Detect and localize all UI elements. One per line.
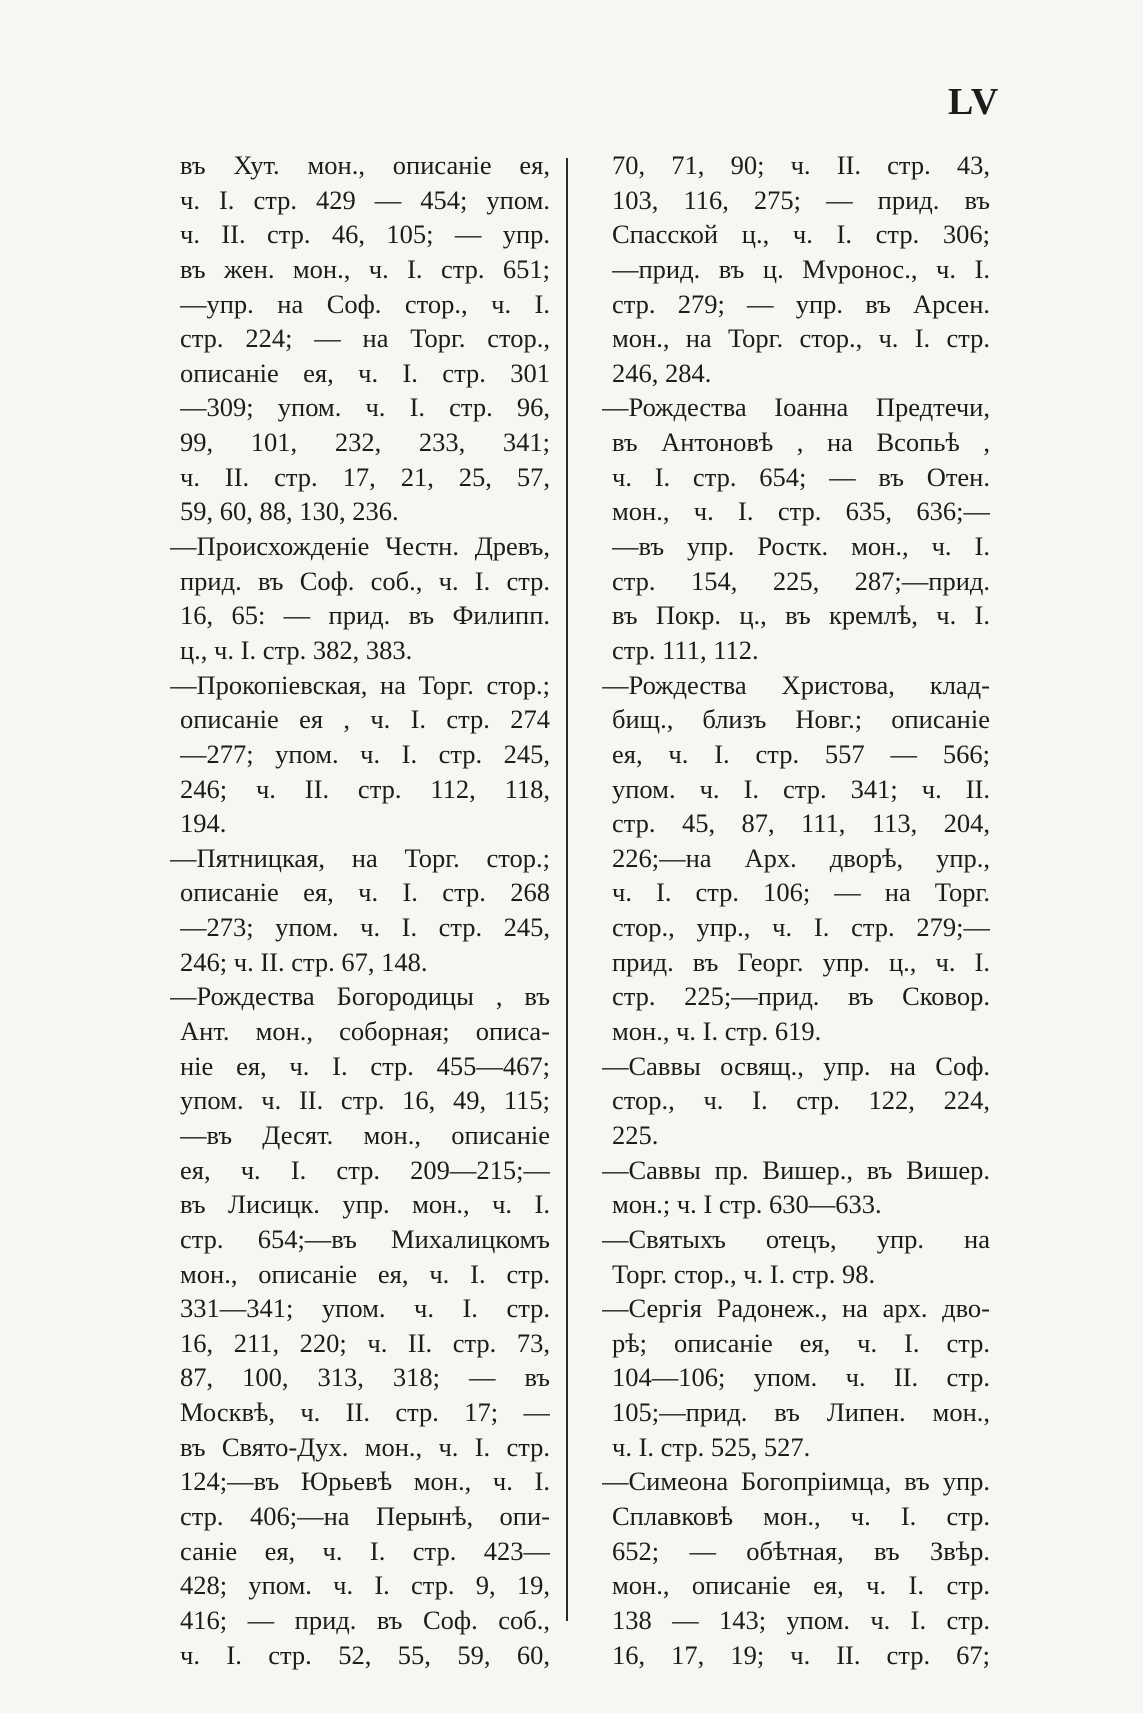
index-line: ч. I. стр. 429 — 454; упом. <box>180 184 550 215</box>
index-line: въ Хут. мон., описаніе ея, <box>180 150 550 180</box>
index-line: —Рождества Богородицы , въ <box>170 981 550 1012</box>
index-line: прид. въ Георг. упр. ц., ч. I. <box>612 946 990 977</box>
index-line: —Симеона Богопріимца, въ упр. <box>602 1466 990 1497</box>
index-line: ц., ч. I. стр. 382, 383. <box>180 634 413 665</box>
index-line: 226;—на Арх. дворѣ, упр., <box>612 842 990 873</box>
index-line: 246, 284. <box>612 357 712 388</box>
index-line: —Рождества Христова, клад- <box>602 669 990 700</box>
index-line: 104—106; упом. ч. II. стр. <box>612 1362 990 1393</box>
index-line: стр. 406;—на Перынѣ, опи- <box>180 1500 550 1531</box>
index-line: Торг. стор., ч. I. стр. 98. <box>612 1258 876 1289</box>
index-line: 652; — обѣтная, въ Звѣр. <box>612 1535 990 1566</box>
index-line: 103, 116, 275; — прид. въ <box>612 184 990 215</box>
index-line: —273; упом. ч. I. стр. 245, <box>180 912 550 943</box>
index-line: рѣ; описаніе ея, ч. I. стр. <box>612 1327 990 1358</box>
index-line: ч. II. стр. 46, 105; — упр. <box>180 219 550 250</box>
index-line: 59, 60, 88, 130, 236. <box>180 496 399 527</box>
index-line: мон., ч. I. стр. 619. <box>612 1016 822 1047</box>
index-line: 105;—прид. въ Липен. мон., <box>612 1397 990 1428</box>
index-line: —прид. въ ц. Мνронос., ч. I. <box>612 253 990 284</box>
index-line: 87, 100, 313, 318; — въ <box>180 1362 550 1393</box>
index-line: описаніе ея, ч. I. стр. 301 <box>180 357 550 388</box>
index-line: —Происхожденіе Честн. Древъ, <box>170 531 550 562</box>
index-line: мон., на Торг. стор., ч. I. стр. <box>612 323 990 354</box>
index-line: въ Покр. ц., въ кремлѣ, ч. I. <box>612 600 990 631</box>
index-line: стр. 224; — на Торг. стор., <box>180 323 550 354</box>
index-line: —Сергія Радонеж., на арх. дво- <box>602 1293 990 1324</box>
index-line: саніе ея, ч. I. стр. 423— <box>180 1535 550 1566</box>
index-line: въ Лисицк. упр. мон., ч. I. <box>180 1189 550 1220</box>
index-line: стр. 154, 225, 287;—прид. <box>612 565 990 596</box>
index-line: упом. ч. I. стр. 341; ч. II. <box>612 773 990 804</box>
index-line: Сплавковѣ мон., ч. I. стр. <box>612 1500 990 1531</box>
index-line: —Пятницкая, на Торг. стор.; <box>170 842 550 873</box>
index-line: прид. въ Соф. соб., ч. I. стр. <box>180 565 550 596</box>
index-line: въ Свято-Дух. мон., ч. I. стр. <box>180 1431 550 1462</box>
index-line: 16, 211, 220; ч. II. стр. 73, <box>180 1327 550 1358</box>
index-line: стор., ч. I. стр. 122, 224, <box>612 1085 990 1116</box>
page-number: LV <box>948 81 1000 123</box>
index-line: описаніе ея , ч. I. стр. 274 <box>180 704 550 735</box>
index-line: —Рождества Іоанна Предтечи, <box>602 392 990 423</box>
index-line: —277; упом. ч. I. стр. 245, <box>180 738 550 769</box>
index-line: Спасской ц., ч. I. стр. 306; <box>612 219 990 250</box>
index-line: ч. I. стр. 52, 55, 59, 60, <box>180 1639 550 1670</box>
index-line: —Прокопіевская, на Торг. стор.; <box>170 669 550 700</box>
index-line: мон., ч. I. стр. 635, 636;— <box>612 496 990 527</box>
index-line: —упр. на Соф. стор., ч. I. <box>180 288 550 319</box>
index-line: ея, ч. I. стр. 209—215;— <box>180 1154 550 1185</box>
index-line: въ жен. мон., ч. I. стр. 651; <box>180 253 550 284</box>
index-line: —Саввы пр. Вишер., въ Вишер. <box>602 1154 990 1185</box>
index-line: мон., описаніе ея, ч. I. стр. <box>612 1570 990 1601</box>
left-column <box>170 148 550 1672</box>
index-line: ч. I. стр. 525, 527. <box>612 1431 811 1462</box>
index-line: 70, 71, 90; ч. II. стр. 43, <box>612 150 990 180</box>
index-line: стр. 111, 112. <box>612 634 759 665</box>
column-divider <box>566 158 568 1621</box>
index-line: 124;—въ Юрьевѣ мон., ч. I. <box>180 1466 550 1497</box>
index-line: —Саввы освящ., упр. на Соф. <box>602 1050 990 1081</box>
index-line: 99, 101, 232, 233, 341; <box>180 427 550 458</box>
index-line: мон.; ч. I стр. 630—633. <box>612 1189 882 1220</box>
index-line: —въ Десят. мон., описаніе <box>180 1119 550 1150</box>
index-line: —Святыхъ отецъ, упр. на <box>602 1223 990 1254</box>
right-column <box>602 148 990 1672</box>
index-line: стр. 225;—прид. въ Сковор. <box>612 981 990 1012</box>
index-line: стор., упр., ч. I. стр. 279;— <box>612 912 990 943</box>
index-line: Москвѣ, ч. II. стр. 17; — <box>180 1397 550 1428</box>
index-line: 416; — прид. въ Соф. соб., <box>180 1604 550 1635</box>
index-line: 428; упом. ч. I. стр. 9, 19, <box>180 1570 550 1601</box>
index-line: бищ., близъ Новг.; описаніе <box>612 704 990 735</box>
index-line: 138 — 143; упом. ч. I. стр. <box>612 1604 990 1635</box>
index-line: 246; ч. II. стр. 112, 118, <box>180 773 550 804</box>
index-line: 16, 65: — прид. въ Филипп. <box>180 600 550 631</box>
index-line: —309; упом. ч. I. стр. 96, <box>180 392 550 423</box>
index-line: Ант. мон., соборная; описа- <box>180 1016 550 1047</box>
index-line: ч. I. стр. 654; — въ Отен. <box>612 461 990 492</box>
index-line: упом. ч. II. стр. 16, 49, 115; <box>180 1085 550 1116</box>
index-line: стр. 45, 87, 111, 113, 204, <box>612 808 990 839</box>
index-line: описаніе ея, ч. I. стр. 268 <box>180 877 550 908</box>
index-line: ч. II. стр. 17, 21, 25, 57, <box>180 461 550 492</box>
index-line: 331—341; упом. ч. I. стр. <box>180 1293 550 1324</box>
index-line: 16, 17, 19; ч. II. стр. 67; <box>612 1639 990 1670</box>
index-line: 194. <box>180 808 227 839</box>
index-line: стр. 654;—въ Михалицкомъ <box>180 1223 550 1254</box>
index-line: 246; ч. II. стр. 67, 148. <box>180 946 428 977</box>
index-line: ч. I. стр. 106; — на Торг. <box>612 877 990 908</box>
index-line: мон., описаніе ея, ч. I. стр. <box>180 1258 550 1289</box>
index-line: стр. 279; — упр. въ Арсен. <box>612 288 990 319</box>
index-line: —въ упр. Ростк. мон., ч. I. <box>612 531 990 562</box>
index-line: въ Антоновѣ , на Всопьѣ , <box>612 427 990 458</box>
index-line: ніе ея, ч. I. стр. 455—467; <box>180 1050 550 1081</box>
index-line: ея, ч. I. стр. 557 — 566; <box>612 738 990 769</box>
index-line: 225. <box>612 1119 659 1150</box>
